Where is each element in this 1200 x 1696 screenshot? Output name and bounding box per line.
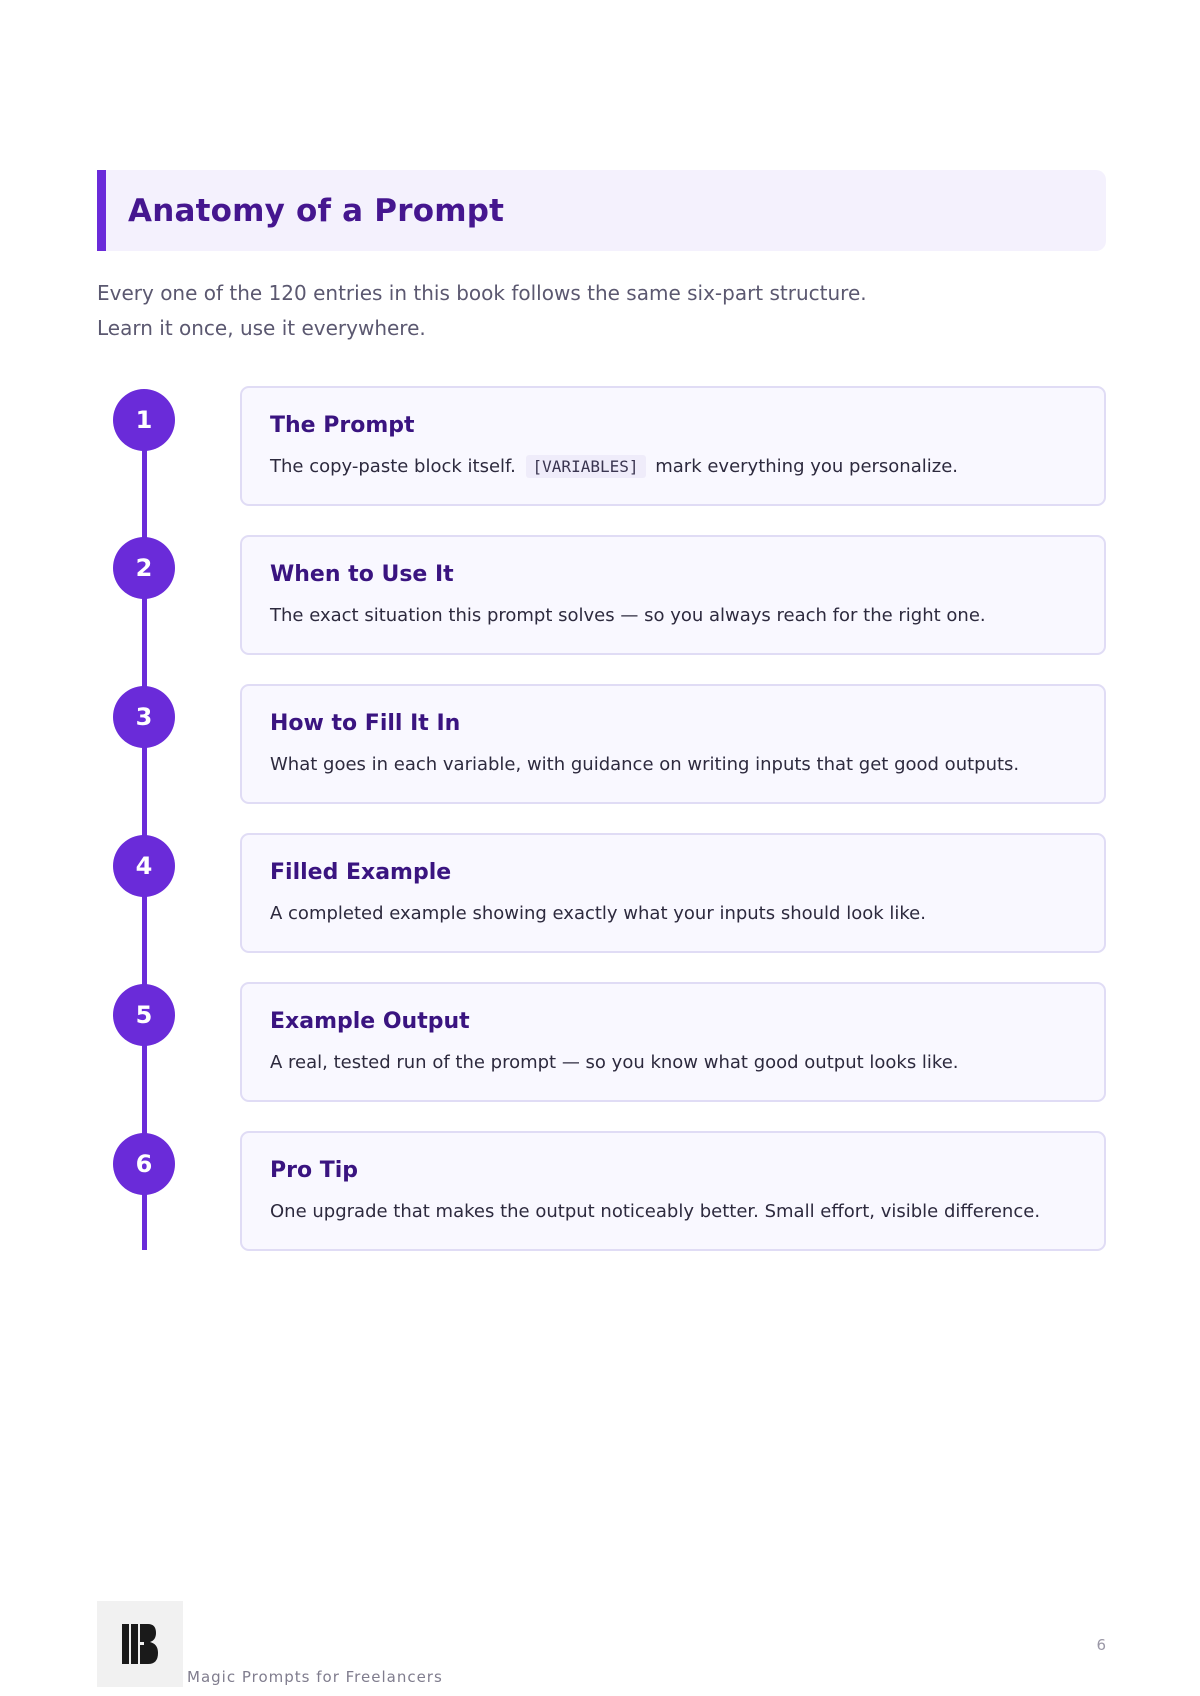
step-title: When to Use It [270,562,454,587]
step-number: 5 [135,1001,153,1029]
step-card-filled-example [240,833,1106,953]
timeline-line [142,410,147,1250]
section-title-bar [97,170,1106,251]
intro-line-1: Every one of the 120 entries in this book follows the same six-part structure. [97,281,867,305]
step-description: What goes in each variable, with guidance on writing inputs that get good outputs. [270,754,1020,775]
step-number-circle [113,537,175,599]
step-number: 4 [135,852,153,880]
step-number: 6 [135,1150,153,1178]
brand-logo [97,1601,183,1687]
step-title: Pro Tip [270,1158,359,1183]
step-card-pro-tip [240,1131,1106,1251]
footer-book-title: Magic Prompts for Freelancers [187,1668,443,1686]
step-number: 3 [135,703,153,731]
step-number: 1 [135,406,153,434]
step-number: 2 [135,554,153,582]
intro-paragraph [97,276,1097,346]
step-title: How to Fill It In [270,711,461,736]
step-number-circle [113,1133,175,1195]
step-description: One upgrade that makes the output noticeably better. Small effort, visible difference. [270,1201,1041,1222]
variables-code-chip: [VARIABLES] [526,455,646,478]
page-number: 6 [1096,1636,1106,1654]
step-description-text: The copy-paste block itself. [270,456,516,477]
step-card-how-to-fill-it-in [240,684,1106,804]
brand-logo-icon [120,1622,160,1666]
step-title: Filled Example [270,860,452,885]
step-description-text: mark everything you personalize. [655,456,958,477]
step-number-circle [113,389,175,451]
step-card-when-to-use-it [240,535,1106,655]
step-description: A real, tested run of the prompt — so you know what good output looks like. [270,1052,959,1073]
step-description: The exact situation this prompt solves — so you always reach for the right one. [270,605,986,626]
step-card-the-prompt [240,386,1106,506]
step-title: The Prompt [270,413,415,438]
step-number-circle [113,984,175,1046]
step-description [270,454,1104,480]
page-title: Anatomy of a Prompt [128,192,505,229]
step-title: Example Output [270,1009,470,1034]
step-number-circle [113,686,175,748]
step-number-circle [113,835,175,897]
step-card-example-output [240,982,1106,1102]
intro-line-2: Learn it once, use it everywhere. [97,316,426,340]
step-description: A completed example showing exactly what your inputs should look like. [270,903,926,924]
